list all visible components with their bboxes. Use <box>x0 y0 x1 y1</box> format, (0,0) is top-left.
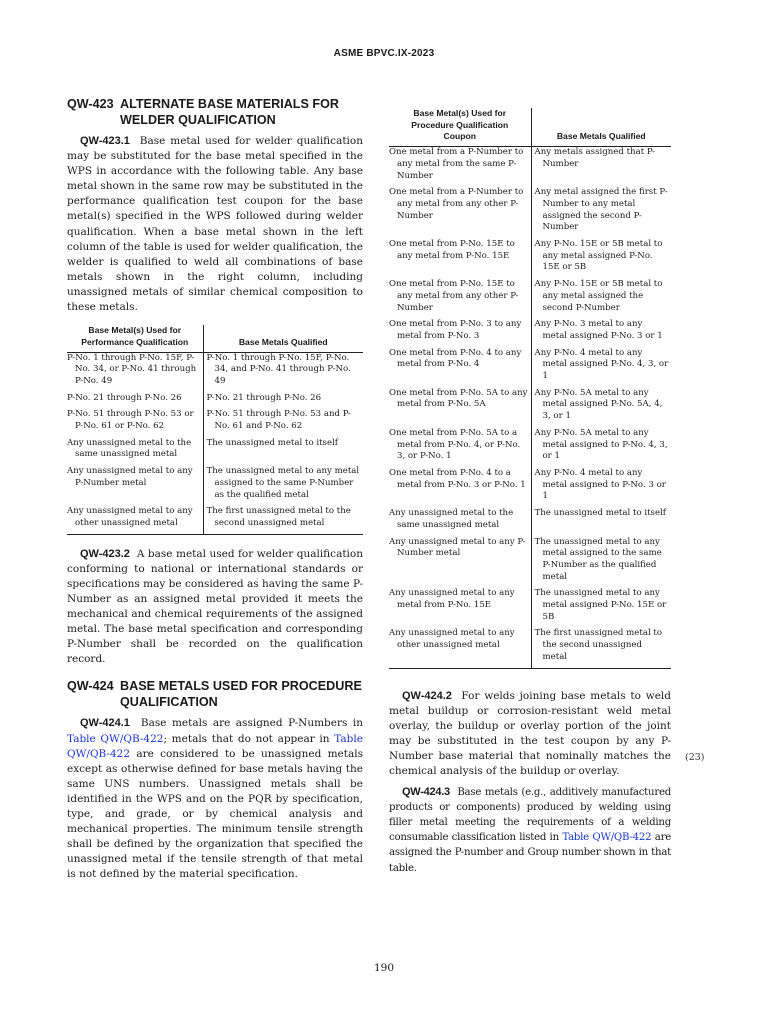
cell-base-metals-qualified <box>531 274 671 314</box>
table-qw-qb-422-link[interactable]: Table QW/QB-422 <box>67 732 164 745</box>
cell-base-metals-qualified <box>531 463 671 503</box>
cell-base-metals-qualified <box>531 147 671 183</box>
cell-text: One metal from a P-Number to any metal from any other P-Number <box>389 187 524 221</box>
table-row <box>389 503 671 531</box>
section-title-line2: QUALIFICATION <box>120 695 218 710</box>
cell-base-metal-used <box>67 461 203 501</box>
table-header-left <box>67 325 203 352</box>
paragraph-text: Base metals are assigned P-Numbers in <box>140 717 363 730</box>
paragraph-number: QW-424.1 <box>80 717 130 730</box>
cell-base-metal-used <box>67 404 203 432</box>
table-row <box>389 147 671 183</box>
cell-text: Any unassigned metal to any metal from P-No. 15E <box>389 588 515 611</box>
table-row <box>67 388 363 405</box>
cell-text: Any unassigned metal to any P-Number metal <box>67 466 193 488</box>
table-row <box>389 314 671 342</box>
cell-text: One metal from P-No. 3 to any metal from P-No. 3 <box>389 319 522 341</box>
cell-text: P-No. 1 through P-No. 15F, P-No. 34, and P-No. 41 through P-No. 49 <box>206 352 351 386</box>
cell-text: Any unassigned metal to the same unassigned metal <box>67 437 192 460</box>
cell-base-metal-used <box>389 423 531 463</box>
cell-text: Any P-No. 4 metal to any metal assigned P-No. 4, 3, or 1 <box>534 347 669 382</box>
cell-text: Any unassigned metal to the same unassigned metal <box>389 508 514 530</box>
cell-text: Any metal assigned the first P-Number to any metal assigned the second P-Number <box>534 187 668 233</box>
paragraph-qw424-2 <box>389 689 671 780</box>
procedure-qualification-table <box>389 108 671 669</box>
paragraph-number: QW-423.2 <box>80 547 130 560</box>
section-heading-qw423 <box>67 96 363 128</box>
cell-base-metal-used <box>389 147 531 183</box>
running-head: ASME BPVC.IX-2023 <box>333 48 435 59</box>
cell-text: P-No. 21 through P-No. 26 <box>206 392 322 403</box>
cell-base-metal-used <box>389 343 531 383</box>
cell-text: Any unassigned metal to any other unassigned metal <box>67 506 193 528</box>
cell-text: One metal from P-No. 5A to a metal from P-No. 4, or P-No. 3, or P-No. 1 <box>389 427 521 462</box>
cell-base-metal-used <box>67 388 203 405</box>
section-number: QW-423 <box>67 97 114 111</box>
performance-qualification-table <box>67 325 363 535</box>
paragraph-text: ; metals that do not appear in <box>163 732 335 745</box>
paragraph-text: A base metal used for welder qualification conforming to national or international standards or specifications may be considered as having the same P-Number as an assigned metal provided it meets the mechanical and chemical requirements of the assigned metal. The base metal specification and corresponding P-Number shall be recorded on the qualification record. <box>67 547 363 666</box>
cell-text: Any P-No. 5A metal to any metal assigned P-No. 5A, 4, 3, or 1 <box>534 387 663 422</box>
cell-text: Any P-No. 15E or 5B metal to any metal assigned the second P-Number <box>534 279 663 313</box>
section-number: QW-424 <box>67 679 114 694</box>
paragraph-text: are assigned the P-number and Group number shown in that table. <box>389 832 671 874</box>
cell-base-metal-used <box>389 383 531 423</box>
cell-text: One metal from P-No. 15E to any metal from any other P-Number <box>389 279 519 313</box>
table-header-right: Base Metals Qualified <box>531 108 671 147</box>
table-row <box>389 274 671 314</box>
cell-base-metals-qualified <box>203 501 363 534</box>
paragraph-qw423-2 <box>67 547 363 668</box>
cell-text: Any P-No. 15E or 5B metal to any metal assigned P-No. 15E or 5B <box>534 239 663 273</box>
header-line: Base Metal(s) Used for <box>413 108 507 118</box>
cell-text: P-No. 21 through P-No. 26 <box>67 392 182 403</box>
header-line: Performance Qualification <box>81 336 189 347</box>
paragraph-qw424-1 <box>67 716 363 882</box>
cell-base-metal-used <box>389 182 531 234</box>
table-row <box>389 423 671 463</box>
paragraph-qw423-1 <box>67 134 363 315</box>
cell-base-metals-qualified <box>531 583 671 623</box>
cell-base-metals-qualified <box>203 433 363 461</box>
table-row <box>67 461 363 501</box>
paragraph-qw424-3 <box>389 785 671 876</box>
cell-base-metal-used <box>389 503 531 531</box>
cell-base-metals-qualified <box>203 404 363 432</box>
cell-base-metals-qualified <box>203 461 363 501</box>
table-row <box>67 352 363 388</box>
paragraph-number: QW-423.1 <box>80 135 130 147</box>
section-title-line1: ALTERNATE BASE MATERIALS FOR <box>120 97 339 111</box>
table-row <box>389 623 671 668</box>
procedure-table-body <box>389 147 671 668</box>
cell-text: Any P-No. 3 metal to any metal assigned P-No. 3 or 1 <box>534 319 663 341</box>
table-header-left <box>389 108 531 147</box>
cell-base-metal-used <box>67 433 203 461</box>
cell-base-metals-qualified <box>531 234 671 274</box>
cell-text: P-No. 51 through P-No. 53 and P-No. 61 and P-No. 62 <box>206 409 351 432</box>
table-row <box>389 463 671 503</box>
cell-text: Any unassigned metal to any P-Number metal <box>389 536 526 559</box>
paragraph-text: are considered to be unassigned metals except as otherwise defined for base metals having the same UNS numbers. Unassigned metals shall be identified in the WPS and on the PQR by specification, type, and grade, or by chemical analysis and mechanical properties. The minimum tensile strength shall be defined by the organization that specified the unassigned metal if the tensile strength of that metal is not defined by the material specification. <box>67 747 363 881</box>
table-header-right: Base Metals Qualified <box>203 325 363 352</box>
cell-text: The unassigned metal to any metal assigned P-No. 15E or 5B <box>534 588 667 622</box>
cell-text: P-No. 51 through P-No. 53 or P-No. 61 or P-No. 62 <box>67 409 194 432</box>
cell-text: One metal from P-No. 4 to any metal from P-No. 4 <box>389 347 522 370</box>
cell-base-metal-used <box>67 352 203 388</box>
header-line: Procedure Qualification <box>411 119 509 130</box>
performance-table-body <box>67 352 363 534</box>
paragraph-number: QW-424.3 <box>402 786 450 799</box>
cell-base-metal-used <box>389 583 531 623</box>
cell-base-metal-used <box>389 623 531 668</box>
cell-text: The unassigned metal to any metal assigned to the same P-Number as the qualified metal <box>534 536 662 582</box>
cell-text: The first unassigned metal to the second unassigned metal <box>206 506 351 528</box>
table-row <box>67 404 363 432</box>
cell-text: One metal from P-No. 4 to a metal from P-No. 3 or P-No. 1 <box>389 467 526 490</box>
revision-marker: (23) <box>685 752 705 763</box>
paragraph-text: Base metal used for welder qualification may be substituted for the base metal specified in the WPS in accordance with the following table. Any base metal shown in the same row may be substituted in the performance qualification test coupon for the base metal(s) specified in the WPS followed during welder qualification. When a base metal shown in the left column of the table is used for welder qualification, the welder is qualified to weld all combinations of base metals shown in the right column, including unassigned metals of similar chemical composition to these metals. <box>67 135 363 314</box>
section-title-line1: BASE METALS USED FOR PROCEDURE <box>120 679 362 694</box>
cell-base-metals-qualified <box>531 532 671 584</box>
paragraph-text: For welds joining base metals to weld metal buildup or corrosion-resistant weld metal overlay, the buildup or overlay portion of the joint may be substituted in the test coupon by any P-Number base material that nominally matches the chemical analysis of the buildup or overlay. <box>389 689 671 777</box>
table-row <box>389 583 671 623</box>
paragraph-text: Base metals (e.g., additively manufactured products or components) produced by welding using filler metal meeting the requirements of a welding consumable classification listed in <box>389 787 671 844</box>
cell-base-metal-used <box>389 234 531 274</box>
right-column <box>389 108 671 876</box>
cell-base-metals-qualified <box>531 423 671 463</box>
header-line: Coupon <box>443 131 476 142</box>
cell-text: The unassigned metal to any metal assigned to the same P-Number as the qualified metal <box>206 466 360 500</box>
cell-base-metals-qualified <box>531 383 671 423</box>
cell-text: The unassigned metal to itself <box>206 437 338 448</box>
section-title-line2: WELDER QUALIFICATION <box>120 113 276 127</box>
cell-text: Any metals assigned that P-Number <box>534 147 656 169</box>
table-qw-qb-422-link[interactable]: Table QW/QB-422 <box>562 832 652 844</box>
table-row <box>389 532 671 584</box>
table-row <box>67 433 363 461</box>
cell-text: Any P-No. 4 metal to any metal assigned to P-No. 3 or 1 <box>534 467 666 502</box>
cell-base-metals-qualified <box>531 314 671 342</box>
page-number: 190 <box>373 962 395 974</box>
cell-base-metals-qualified <box>531 623 671 668</box>
table-row <box>389 343 671 383</box>
cell-base-metal-used <box>67 501 203 534</box>
table-row <box>389 234 671 274</box>
cell-base-metal-used <box>389 274 531 314</box>
cell-text: P-No. 1 through P-No. 15F, P-No. 34, or P-No. 41 through P-No. 49 <box>67 352 197 386</box>
cell-text: The unassigned metal to itself <box>534 508 666 519</box>
cell-base-metals-qualified <box>203 352 363 388</box>
table-row <box>389 182 671 234</box>
cell-base-metal-used <box>389 463 531 503</box>
cell-text: Any P-No. 5A metal to any metal assigned to P-No. 4, 3, or 1 <box>534 427 668 462</box>
cell-base-metals-qualified <box>531 503 671 531</box>
cell-text: One metal from a P-Number to any metal from the same P-Number <box>389 147 524 181</box>
left-column <box>67 96 363 882</box>
cell-base-metal-used <box>389 532 531 584</box>
cell-text: One metal from P-No. 5A to any metal from P-No. 5A <box>389 387 528 410</box>
table-qw-qb-422-link[interactable]: Table QW/QB-422 <box>67 732 363 760</box>
cell-base-metals-qualified <box>531 343 671 383</box>
cell-base-metals-qualified <box>203 388 363 405</box>
cell-base-metal-used <box>389 314 531 342</box>
paragraph-number: QW-424.2 <box>402 689 452 702</box>
section-heading-qw424 <box>67 678 363 710</box>
table-row <box>67 501 363 534</box>
cell-text: The first unassigned metal to the second unassigned metal <box>534 628 663 662</box>
table-row <box>389 383 671 423</box>
cell-base-metals-qualified <box>531 182 671 234</box>
header-line: Base Metal(s) Used for <box>88 325 182 336</box>
cell-text: One metal from P-No. 15E to any metal from P-No. 15E <box>389 239 515 261</box>
cell-text: Any unassigned metal to any other unassigned metal <box>389 628 515 651</box>
